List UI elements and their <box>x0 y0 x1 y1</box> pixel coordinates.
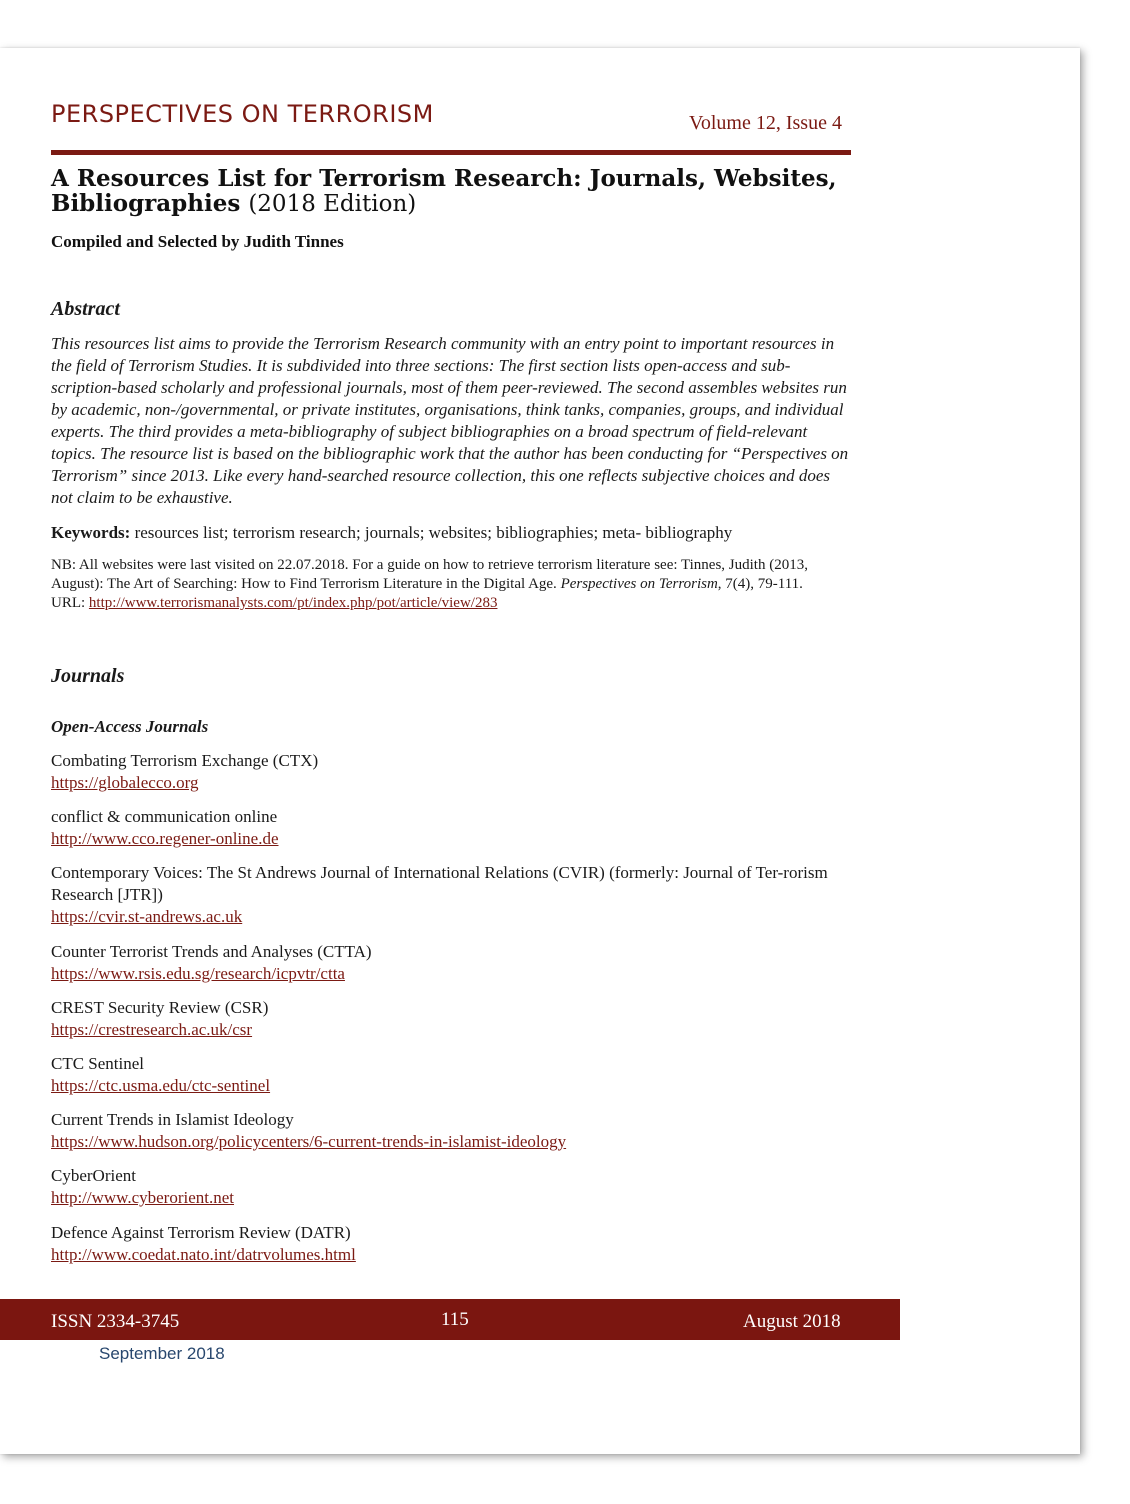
list-item <box>51 1165 851 1209</box>
journal-title: CREST Security Review (CSR) <box>51 998 269 1017</box>
article-title <box>51 166 851 217</box>
journal-link[interactable]: http://www.cco.regener-online.de <box>51 829 279 848</box>
nb-url-link[interactable]: http://www.terrorismanalysts.com/pt/index.php/pot/article/view/283 <box>88 595 498 611</box>
list-item <box>51 1222 851 1266</box>
nb-url-label: URL: <box>51 595 89 611</box>
keywords-label: Keywords: <box>51 523 131 542</box>
journals-heading: Journals <box>51 665 125 687</box>
footer-issn: ISSN 2334-3745 <box>51 1311 180 1332</box>
nb-note <box>51 556 851 613</box>
article-title-text: A Resources List for Terrorism Research: Journals, Websites, Bibliographies <box>51 165 837 217</box>
journal-title: CyberOrient <box>51 1166 136 1185</box>
nb-journal: Perspectives on Terrorism <box>560 576 718 592</box>
journal-title: conflict & communication online <box>51 807 278 826</box>
open-access-heading: Open-Access Journals <box>51 717 209 736</box>
footer-date: August 2018 <box>743 1311 841 1332</box>
keywords-text: resources list; terrorism research; journals; websites; bibliographies; meta- bibliography <box>134 523 733 542</box>
abstract-heading: Abstract <box>51 298 120 320</box>
journal-link[interactable]: http://www.coedat.nato.int/datrvolumes.html <box>51 1245 356 1264</box>
journal-link[interactable]: https://crestresearch.ac.uk/csr <box>51 1020 253 1039</box>
keywords <box>51 523 732 543</box>
nb-text: NB: All websites were last visited on 22.07.2018. For a guide on how to retrieve terrorism literature see: Tinnes, Judith (2013, August): The Art of Searching: How to Find Terrorism Literature in the Digital Age. <box>51 557 808 592</box>
journal-title: Combating Terrorism Exchange (CTX) <box>51 751 319 770</box>
journal-link[interactable]: http://www.cyberorient.net <box>51 1188 235 1207</box>
journal-name: PERSPECTIVES ON TERRORISM <box>51 100 434 128</box>
list-item <box>51 1109 851 1153</box>
journal-link[interactable]: https://www.rsis.edu.sg/research/icpvtr/ctta <box>51 964 345 983</box>
journal-link[interactable]: https://ctc.usma.edu/ctc-sentinel <box>51 1076 271 1095</box>
article-compiler: Compiled and Selected by Judith Tinnes <box>51 232 344 251</box>
list-item <box>51 1053 851 1097</box>
journal-title: Defence Against Terrorism Review (DATR) <box>51 1223 351 1242</box>
article-edition: (2018 Edition) <box>248 191 417 217</box>
journal-link[interactable]: https://www.hudson.org/policycenters/6-current-trends-in-islamist-ideology <box>51 1132 567 1151</box>
header-divider <box>51 150 851 155</box>
footer-page-number: 115 <box>441 1309 469 1330</box>
journal-title: Contemporary Voices: The St Andrews Journal of International Relations (CVIR) (formerly: Journal of Ter-rorism Research [JTR]) <box>51 863 828 904</box>
journal-title: Counter Terrorist Trends and Analyses (CTTA) <box>51 942 372 961</box>
journal-link[interactable]: https://cvir.st-andrews.ac.uk <box>51 907 243 926</box>
page-footer <box>0 1299 900 1340</box>
abstract-text: This resources list aims to provide the Terrorism Research community with an entry point to important resources in the field of Terrorism Studies. It is subdivided into three sections: The first section lists open-access and sub-scription-based scholarly and professional journals, most of them peer-reviewed. The second assembles websites run by academic, non-/governmental, or private institutes, organisations, think tanks, companies, groups, and individual experts. The third provides a meta-bibliography of subject bibliographies on a broad spectrum of field-relevant topics. The resource list is based on the bibliographic work that the author has been conducting for “Perspectives on Terrorism” since 2013. Like every hand-searched resource collection, this one reflects subjective choices and does not claim to be exhaustive. <box>51 334 849 507</box>
background-date: September 2018 <box>99 1344 225 1363</box>
list-item <box>51 750 851 794</box>
list-item <box>51 806 851 850</box>
journal-title: Current Trends in Islamist Ideology <box>51 1110 294 1129</box>
list-item <box>51 941 851 985</box>
list-item <box>51 862 851 928</box>
list-item <box>51 997 851 1041</box>
journal-title: CTC Sentinel <box>51 1054 145 1073</box>
volume-issue: Volume 12, Issue 4 <box>689 112 842 134</box>
journal-link[interactable]: https://globalecco.org <box>51 773 199 792</box>
nb-volume: , 7(4), 79-111. <box>717 576 803 592</box>
